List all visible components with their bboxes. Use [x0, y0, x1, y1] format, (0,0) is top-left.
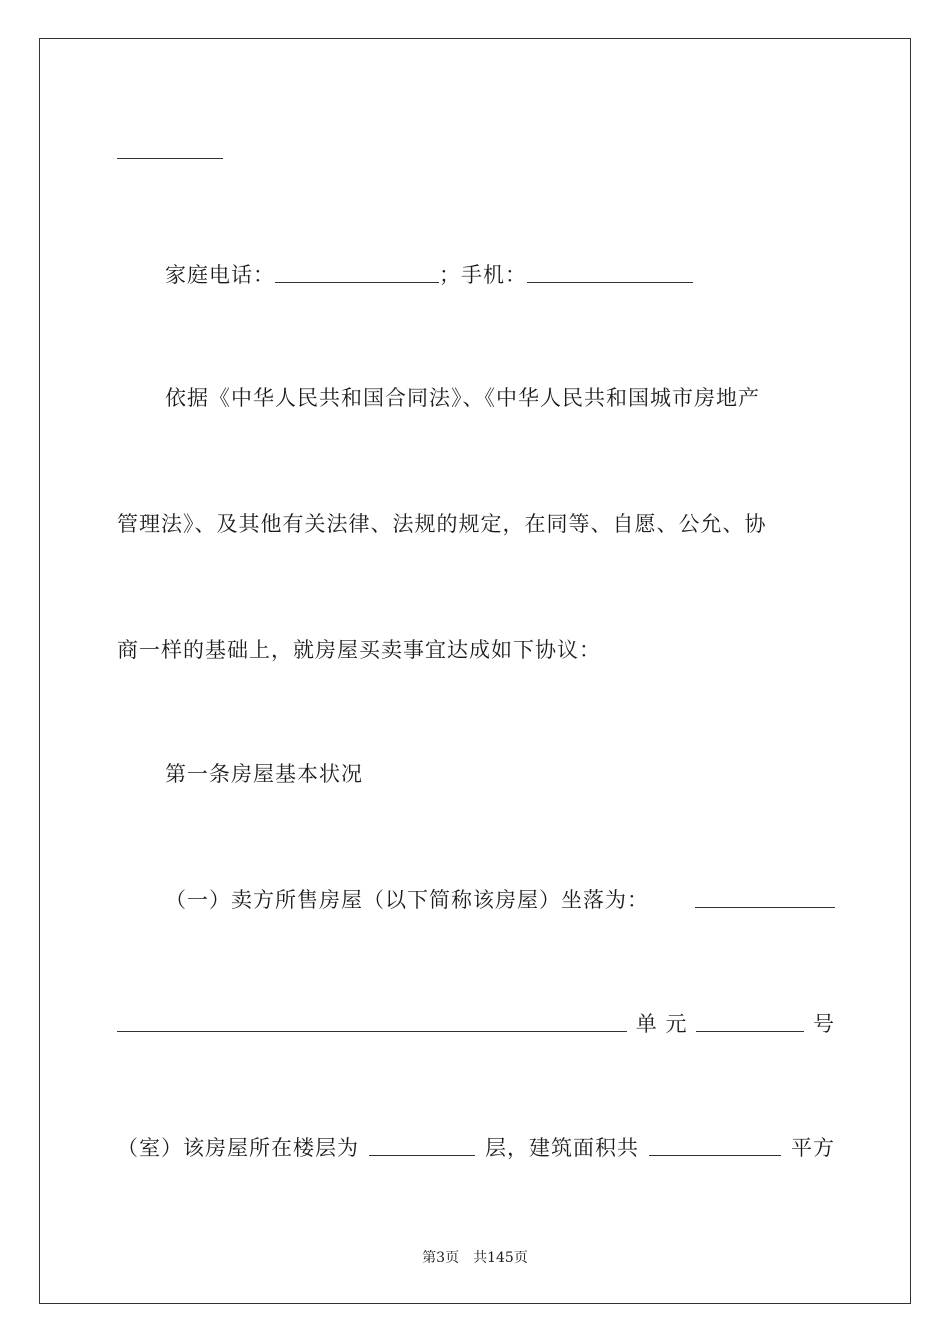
area-unit-label: 平方 [791, 1136, 835, 1160]
basis-line-2: 管理法》、及其他有关法律、法规的规定，在同等、自愿、公允、协 [117, 512, 767, 536]
basis-line-1: 依据《中华人民共和国合同法》、《中华人民共和国城市房地产 [165, 386, 760, 410]
article-1-title: 第一条房屋基本状况 [165, 762, 363, 786]
floor-label: 层，建筑面积共 [485, 1136, 639, 1160]
mobile-label: ；手机： [439, 263, 527, 287]
page-footer [0, 1248, 950, 1268]
location-blank [695, 885, 835, 908]
mobile-blank [527, 260, 693, 283]
area-blank [649, 1133, 781, 1156]
floor-blank [369, 1133, 475, 1156]
unit-number-blank [696, 1009, 804, 1032]
clause-1-line-2 [117, 1008, 835, 1040]
phone-label: 家庭电话： [165, 263, 275, 287]
room-label: （室）该房屋所在楼层为 [117, 1136, 359, 1160]
fill-in-blank-line [117, 158, 223, 159]
clause-1-line-3 [117, 1132, 835, 1164]
phone-line [165, 259, 835, 291]
clause-1-line-1 [165, 884, 835, 916]
clause-1-location-label: （一）卖方所售房屋（以下简称该房屋）坐落为： [165, 888, 649, 912]
address-blank [117, 1009, 627, 1032]
number-label: 号 [812, 1012, 835, 1036]
page-border [39, 38, 911, 1304]
basis-line-3: 商一样的基础上，就房屋买卖事宜达成如下协议： [117, 638, 601, 662]
page-total: 共145页 [473, 1250, 528, 1266]
page-current: 第3页 [422, 1250, 460, 1266]
unit-label: 单 元 [635, 1012, 688, 1036]
home-phone-blank [275, 260, 439, 283]
